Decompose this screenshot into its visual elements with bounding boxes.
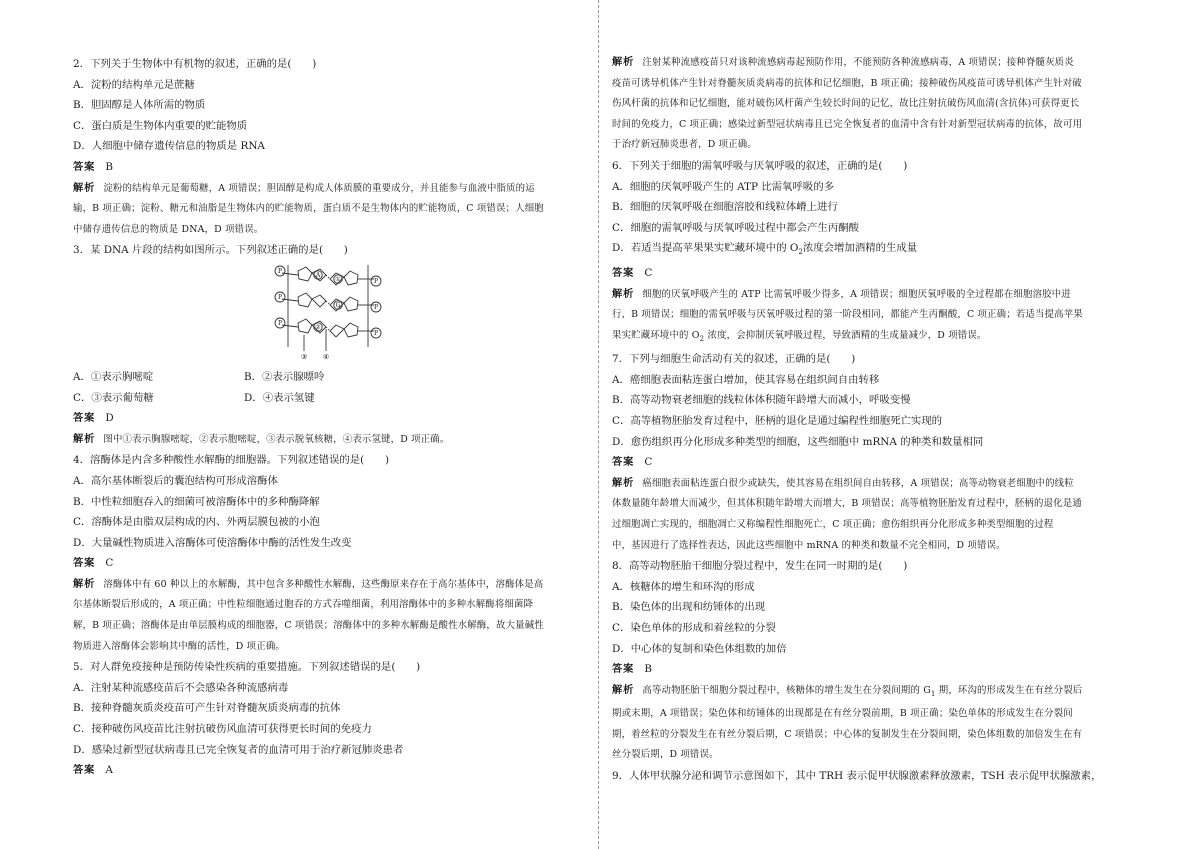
q4-option-b: B．中性粒细胞吞入的细菌可被溶酶体中的多种酶降解	[73, 495, 320, 508]
explanation-label: 解析	[73, 182, 96, 194]
q8-explanation-line-4: 丝分裂后期，D 项错误。	[612, 749, 719, 761]
answer-value: D	[105, 412, 114, 425]
question-8-stem: 8．高等动物胚胎干细胞分裂过程中，发生在同一时期的是( )	[612, 560, 908, 573]
q8-option-d: D．中心体的复制和染色体组数的加倍	[612, 642, 787, 655]
q4-explanation-line-3: 解，B 项正确；溶酶体是由单层膜构成的细胞器，C 项错误；溶酶体中的多种水解酶是酸性水解酶，故大量碱性	[73, 620, 544, 632]
answer-value: C	[105, 557, 114, 570]
q6-explanation-line-2: 行，B 项错误；细胞的需氧呼吸与厌氧呼吸过程的第一阶段相同，都能产生丙酮酸，C 项正确；若适当提高苹果	[612, 309, 1083, 321]
explanation-text: 期，环沟的形成发生在有丝分裂后	[935, 684, 1083, 696]
q5-explanation-line-5: 于治疗新冠肺炎患者，D 项正确。	[612, 139, 757, 151]
q8-option-a: A．核糖体的增生和环沟的形成	[612, 580, 755, 593]
q3-options-row-1	[73, 367, 587, 388]
answer-value: A	[105, 764, 113, 777]
q3-option-c: C．③表示葡萄糖	[73, 391, 154, 404]
label-2: ②	[315, 323, 321, 331]
q5-explanation-line-2: 疫苗可诱导机体产生针对脊髓灰质炎病毒的抗体和记忆细胞，B 项正确；接种破伤风疫苗可诱导机体产生针对破	[612, 77, 1082, 89]
answer-label: 答案	[73, 558, 96, 570]
q3-option-a: A．①表示胸嘧啶	[73, 370, 154, 383]
q5-explanation-line-4: 时间的免疫力，C 项正确；感染过新型冠状病毒且已完全恢复者的血清中含有针对新型冠状病毒的抗体，故可用	[612, 118, 1083, 130]
q7-option-b: B．高等动物衰老细胞的线粒体体积随年龄增大而减小，呼吸变慢	[612, 394, 911, 407]
q6-answer	[612, 263, 1132, 285]
q4-answer	[73, 553, 587, 575]
base-a-label: A	[315, 271, 321, 279]
explanation-label: 解析	[612, 288, 635, 300]
answer-label: 答案	[73, 161, 96, 173]
q6-option-c: C．细胞的需氧呼吸与厌氧呼吸过程中都会产生丙酮酸	[612, 221, 859, 234]
question-6-stem: 6．下列关于细胞的需氧呼吸与厌氧呼吸的叙述，正确的是( )	[612, 159, 908, 172]
page-fold-line	[598, 0, 599, 849]
q4-explanation-line-4: 物质进入溶酶体会影响其中酶的活性，D 项正确。	[73, 640, 285, 652]
q6-option-b: B．细胞的厌氧呼吸在细胞溶胶和线粒体嵴上进行	[612, 201, 838, 214]
label-1: ①	[335, 275, 341, 283]
q7-option-c: C．高等植物胚胎发育过程中，胚柄的退化是通过编程性细胞死亡实现的	[612, 415, 943, 428]
explanation-label: 解析	[612, 477, 635, 489]
label-4: ④	[322, 352, 330, 361]
explanation-text: 高等动物胚胎干细胞分裂过程中，核糖体的增生发生在分裂间期的 G	[642, 684, 931, 696]
answer-value: C	[644, 267, 653, 280]
explanation-label: 解析	[73, 578, 96, 590]
q2-explanation-line-3: 中储存遗传信息的物质是 DNA，D 项错误。	[73, 223, 264, 235]
explanation-text: 细胞的厌氧呼吸产生的 ATP 比需氧呼吸少得多，A 项错误；细胞厌氧呼吸的全过程都在细胞溶胶中进	[642, 288, 1071, 300]
q4-option-c: C．溶酶体是由脂双层构成的内、外两层膜包被的小泡	[73, 516, 320, 529]
option-text: 浓度会增加酒精的生成量	[802, 242, 918, 255]
question-4-stem: 4．溶酶体是内含多种酸性水解酶的细胞器。下列叙述错误的是( )	[73, 454, 390, 467]
answer-value: B	[644, 663, 653, 676]
option-text: D．若适当提高苹果果实贮藏环境中的 O	[612, 242, 799, 255]
answer-label: 答案	[73, 765, 96, 777]
q2-explanation-line-1	[73, 179, 587, 200]
q7-answer	[612, 452, 1132, 474]
question-3-stem: 3．某 DNA 片段的结构如图所示。下列叙述正确的是( )	[73, 244, 348, 257]
q5-option-c: C．接种破伤风疫苗比注射抗破伤风血清可获得更长时间的免疫力	[73, 723, 372, 736]
q5-option-a: A．注射某种流感疫苗后不会感染各种流感病毒	[73, 681, 289, 694]
phosphate-label: P	[277, 267, 283, 275]
explanation-text: 图中①表示胸腺嘧啶，②表示胞嘧啶，③表示脱氧核糖，④表示氢键，D 项正确。	[103, 433, 450, 445]
explanation-text: 癌细胞表面粘连蛋白很少或缺失，使其容易在组织间自由转移，A 项错误；高等动物衰老细胞中的线粒	[642, 477, 1074, 489]
left-column	[73, 0, 587, 849]
label-3: ③	[300, 352, 308, 361]
question-2-stem: 2．下列关于生物体中有机物的叙述，正确的是( )	[73, 58, 317, 70]
explanation-label: 解析	[612, 684, 635, 696]
q8-option-c: C．染色单体的形成和着丝粒的分裂	[612, 621, 776, 634]
subscript: 2	[699, 334, 705, 343]
q5-explanation-line-1	[612, 53, 1132, 74]
q5-option-d: D．感染过新型冠状病毒且已完全恢复者的血清可用于治疗新冠肺炎患者	[73, 743, 404, 756]
q2-option-a: A．淀粉的结构单元是蔗糖	[73, 78, 195, 91]
q4-explanation-line-2: 尔基体断裂后形成的，A 项正确；中性粒细胞通过胞吞的方式吞噬细菌，利用溶酶体中的多种水解酶将细菌降	[73, 599, 534, 611]
q6-explanation-line-3	[612, 326, 1132, 349]
q7-explanation-line-3: 过细胞凋亡实现的，细胞凋亡又称编程性细胞死亡，C 项正确；愈伤组织再分化形成多种类型细胞的过程	[612, 519, 1054, 531]
right-column	[612, 0, 1132, 849]
q2-option-d: D．人细胞中储存遗传信息的物质是 RNA	[73, 140, 265, 153]
q3-options-row-2	[73, 388, 587, 409]
subscript: 1	[930, 689, 936, 698]
explanation-text: 淀粉的结构单元是葡萄糖，A 项错误；胆固醇是构成人体质膜的重要成分，并且能参与血液中脂质的运	[103, 182, 535, 194]
explanation-text: 溶酶体中有 60 种以上的水解酶，其中包含多种酸性水解酶，这些酶原来存在于高尔基体中，溶酶体是高	[103, 578, 544, 590]
q8-answer	[612, 659, 1132, 681]
dna-structure-diagram	[268, 261, 388, 363]
phosphate-label: P	[373, 329, 379, 337]
q3-answer	[73, 408, 587, 430]
q7-explanation-line-1	[612, 474, 1132, 495]
answer-label: 答案	[612, 457, 635, 469]
q7-explanation-line-2: 体数量随年龄增大而减少，但其体积随年龄增大而增大，B 项错误；高等植物胚胎发育过程中，胚柄的退化是通	[612, 498, 1082, 510]
phosphate-label: P	[277, 319, 283, 327]
question-9-stem: 9．人体甲状腺分泌和调节示意图如下，其中 TRH 表示促甲状腺激素释放激素，TSH 表示促甲状腺激素，	[612, 770, 1102, 783]
answer-value: C	[644, 456, 653, 469]
explanation-text: 浓度，会抑制厌氧呼吸过程，导致酒精的生成量减少，D 项错误。	[704, 329, 987, 341]
q8-explanation-line-3: 期，着丝粒的分裂发生在有丝分裂后期，C 项错误；中心体的复制发生在分裂间期，染色体组数的加倍发生在有	[612, 728, 1083, 740]
phosphate-label: P	[373, 303, 379, 311]
q2-explanation-line-2: 输，B 项正确；淀粉、糖元和油脂是生物体内的贮能物质，蛋白质不是生物体内的贮能物质，C 项错误；人细胞	[73, 203, 544, 215]
explanation-label: 解析	[73, 433, 96, 445]
explanation-text: 注射某种流感疫苗只对该种流感病毒起预防作用，不能预防各种流感病毒，A 项错误；接种脊髓灰质炎	[642, 57, 1074, 68]
q3-explanation-line-1	[73, 430, 587, 451]
q3-option-b: B．②表示腺嘌呤	[244, 370, 325, 383]
phosphate-label: P	[373, 277, 379, 285]
q6-option-a: A．细胞的厌氧呼吸产生的 ATP 比需氧呼吸的多	[612, 180, 834, 193]
phosphate-label: P	[277, 293, 283, 301]
q5-option-b: B．接种脊髓灰质炎疫苗可产生针对脊髓灰质炎病毒的抗体	[73, 702, 341, 715]
q5-explanation-line-3: 伤风杆菌的抗体和记忆细胞，能对破伤风杆菌产生较长时间的记忆，故比注射抗破伤风血清(含抗体)可获得更长	[612, 98, 1080, 110]
answer-label: 答案	[612, 664, 635, 676]
q6-explanation-line-1	[612, 285, 1132, 306]
q4-explanation-line-1	[73, 575, 587, 596]
question-5-stem: 5．对人群免疫接种是预防传染性疾病的重要措施。下列叙述错误的是( )	[73, 661, 421, 674]
q8-explanation-line-2: 期或末期，A 项错误；染色体和纺锤体的出现都是在有丝分裂前期，B 项正确；染色单体的形成发生在分裂间	[612, 708, 1073, 720]
q2-option-b: B．胆固醇是人体所需的物质	[73, 99, 206, 112]
explanation-label: 解析	[612, 57, 635, 68]
q2-option-c: C．蛋白质是生物体内重要的贮能物质	[73, 119, 248, 132]
q4-option-d: D．大量碱性物质进入溶酶体可使溶酶体中酶的活性发生改变	[73, 536, 352, 549]
answer-value: B	[105, 160, 114, 173]
subscript: 2	[798, 248, 803, 257]
q5-answer	[73, 760, 587, 782]
base-g-label: G	[335, 301, 341, 309]
q8-explanation-line-1	[612, 681, 1132, 704]
q3-option-d: D．④表示氢键	[244, 391, 315, 404]
answer-label: 答案	[612, 268, 635, 280]
q7-option-a: A．癌细胞表面粘连蛋白增加，使其容易在组织间自由转移	[612, 373, 880, 386]
q6-option-d	[612, 238, 1132, 263]
q4-option-a: A．高尔基体断裂后的囊泡结构可形成溶酶体	[73, 474, 278, 487]
answer-label: 答案	[73, 413, 96, 425]
q8-option-b: B．染色体的出现和纺锤体的出现	[612, 601, 766, 614]
q2-answer	[73, 157, 587, 179]
q7-explanation-line-4: 中，基因进行了选择性表达，因此这些细胞中 mRNA 的种类和数量不完全相同，D 项错误。	[612, 539, 1006, 551]
question-7-stem: 7．下列与细胞生命活动有关的叙述，正确的是( )	[612, 353, 856, 366]
explanation-text: 果实贮藏环境中的 O	[612, 329, 700, 341]
q7-option-d: D．愈伤组织再分化形成多种类型的细胞，这些细胞中 mRNA 的种类和数量相同	[612, 435, 984, 448]
